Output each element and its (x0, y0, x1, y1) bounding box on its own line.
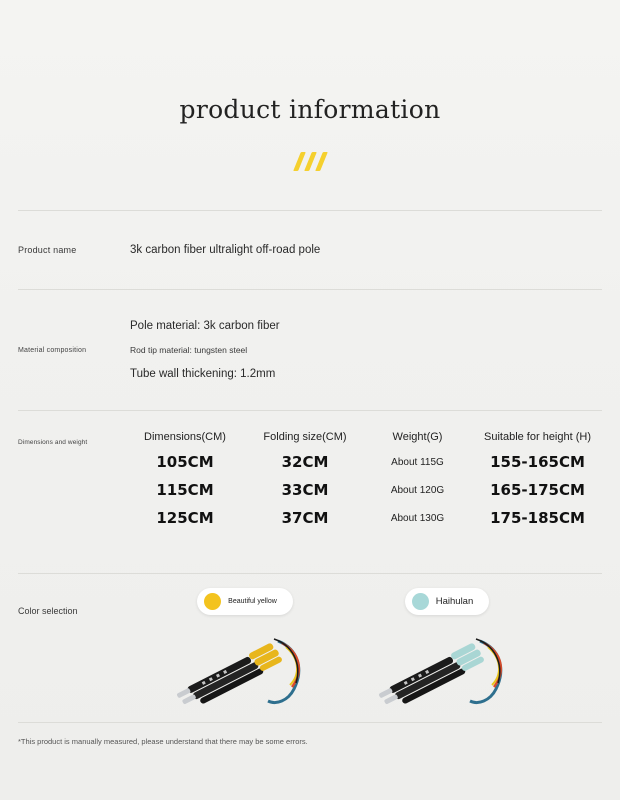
product-photo-yellow (170, 623, 320, 709)
cell-folding-size: 37CM (281, 509, 329, 527)
slash-icon (293, 152, 306, 171)
material-line: Pole material: 3k carbon fiber (130, 320, 280, 332)
page-title: product information (179, 95, 441, 124)
slash-icon (315, 152, 328, 171)
color-pill[interactable] (405, 588, 490, 615)
dimensions-label: Dimensions and weight (18, 439, 88, 446)
cell-folding-size: 32CM (281, 453, 329, 471)
table-row (130, 471, 610, 499)
color-pill[interactable] (197, 588, 293, 615)
dimensions-weight-section (0, 411, 620, 573)
column-header-folding-size: Folding size(CM) (263, 431, 347, 443)
column-header-height: Suitable for height (H) (484, 431, 591, 443)
cell-weight: About 130G (390, 512, 445, 524)
color-option-haihulan[interactable] (372, 588, 522, 709)
color-dot-icon (204, 593, 221, 610)
cell-height: 155-165CM (490, 453, 585, 471)
cell-dimensions: 105CM (156, 453, 214, 471)
cell-height: 165-175CM (490, 481, 585, 499)
cell-folding-size: 33CM (281, 481, 329, 499)
material-line: Rod tip material: tungsten steel (130, 345, 248, 355)
color-option-label: Beautiful yellow (228, 598, 277, 605)
column-header-weight: Weight(G) (392, 431, 443, 443)
material-composition-row (0, 290, 620, 410)
column-header-dimensions: Dimensions(CM) (144, 431, 226, 443)
product-name-value: 3k carbon fiber ultralight off-road pole (130, 244, 321, 256)
color-option-yellow[interactable] (170, 588, 320, 709)
product-name-row (0, 211, 620, 289)
decorative-slashes (0, 152, 620, 174)
color-swatch-list (130, 574, 602, 709)
cell-weight: About 120G (390, 484, 445, 496)
dimensions-table (130, 411, 610, 527)
table-row (130, 443, 610, 471)
table-row (130, 499, 610, 527)
cell-height: 175-185CM (490, 509, 585, 527)
color-selection-section (0, 574, 620, 722)
material-lines (130, 320, 280, 380)
table-header-row (130, 431, 610, 443)
cell-dimensions: 115CM (156, 481, 214, 499)
material-line: Tube wall thickening: 1.2mm (130, 368, 276, 380)
color-dot-icon (412, 593, 429, 610)
product-photo-haihulan (372, 623, 522, 709)
slash-icon (304, 152, 317, 171)
material-composition-label: Material composition (18, 346, 87, 354)
cell-weight: About 115G (391, 456, 444, 468)
product-name-label: Product name (18, 245, 77, 255)
color-option-label: Haihulan (435, 596, 474, 607)
cell-dimensions: 125CM (156, 509, 214, 527)
color-selection-label: Color selection (18, 606, 78, 616)
footnote: *This product is manually measured, please understand that there may be some errors. (18, 737, 308, 746)
